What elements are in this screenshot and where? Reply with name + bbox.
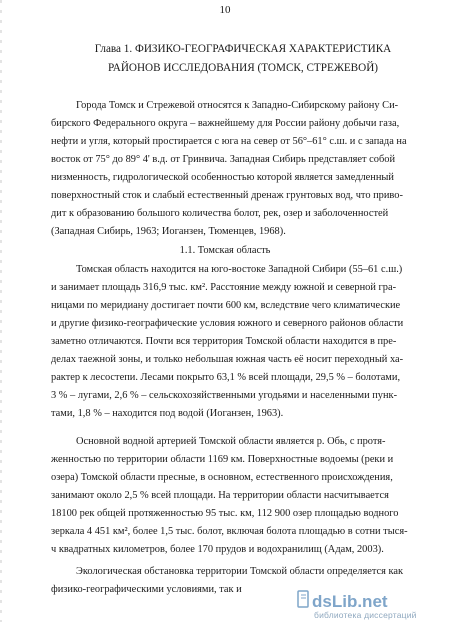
text-line: низменность, гидрологической особенностью которой является замедленный bbox=[51, 172, 394, 183]
text-line: Основной водной артерией Томской области является р. Обь, с протя- bbox=[76, 436, 386, 447]
text-line: 3 % – лугами, 2,6 % – сельскохозяйственными угодьями и населенными пунк- bbox=[51, 390, 398, 401]
chapter-title-line: Глава 1. ФИЗИКО-ГЕОГРАФИЧЕСКАЯ ХАРАКТЕРИСТИКА bbox=[94, 43, 392, 55]
text-line: делах таежной зоны, и только небольшая южная часть её носит переходный ха- bbox=[51, 354, 404, 365]
text-line: занимают около 2,5 % всей площади. На территории области насчитывается bbox=[51, 490, 389, 501]
watermark-subtitle: библиотека диссертаций bbox=[314, 610, 417, 620]
page-number: 10 bbox=[219, 4, 231, 16]
text-line: и другие физико-географические условия южного и северного районов области bbox=[51, 318, 404, 329]
text-line: 18100 рек общей протяженностью 95 тыс. км, 112 900 озер площадью водного bbox=[51, 508, 399, 519]
scan-edge bbox=[0, 0, 4, 622]
section-heading: 1.1. Томская область bbox=[179, 245, 271, 256]
chapter-title-line: РАЙОНОВ ИССЛЕДОВАНИЯ (ТОМСК, СТРЕЖЕВОЙ) bbox=[107, 62, 379, 74]
text-line: (Западная Сибирь, 1963; Иоганзен, Тюменцев, 1968). bbox=[51, 226, 286, 237]
text-line: озера) Томской области пресные, в основном, естественного происхождения, bbox=[51, 472, 393, 483]
book-logo-icon bbox=[296, 588, 310, 610]
text-line: женностью по территории области 1169 км. Поверхностные водоемы (реки и bbox=[51, 454, 394, 465]
text-line: нефти и угля, который простирается с юга на север от 56°–61° с.ш. и с запада на bbox=[51, 136, 407, 147]
watermark bbox=[308, 594, 448, 620]
watermark-logo: dsLib.net bbox=[312, 592, 388, 611]
text-line: Города Томск и Стрежевой относятся к Западно-Сибирскому району Си- bbox=[76, 100, 399, 111]
text-line: и занимает площадь 316,9 тыс. км². Расстояние между южной и северной гра- bbox=[51, 282, 397, 293]
text-line: ч квадратных километров, более 170 прудов и водохранилищ (Адам, 2003). bbox=[51, 544, 384, 555]
text-line: восток от 75° до 89° 4' в.д. от Гринвича. Западная Сибирь представляет собой bbox=[51, 154, 396, 165]
text-line: тами, 1,8 % – находится под водой (Иоганзен, 1963). bbox=[51, 408, 284, 419]
text-line: поверхностный сток и слабый естественный дренаж грунтовых вод, что приво- bbox=[51, 190, 403, 201]
chapter-title bbox=[78, 40, 408, 78]
text-line: Экологическая обстановка территории Томской области определяется как bbox=[76, 566, 404, 577]
text-line: дит к образованию большого количества болот, рек, озер и заболоченностей bbox=[51, 208, 389, 219]
text-line: зеркала 4 451 км², более 1,5 тыс. болот, включая болота площадью в сотни тыся- bbox=[51, 526, 408, 537]
text-line: бирского Федерального округа – важнейшему для России району добычи газа, bbox=[51, 118, 400, 129]
text-line: ницами по меридиану достигает почти 600 км, вследствие чего климатические bbox=[51, 300, 401, 311]
text-line: физико-географическими условиями, так и bbox=[51, 584, 242, 595]
text-line: заметно отличаются. Почти вся территория Томской области находится в пре- bbox=[51, 336, 397, 347]
text-line: рактер к лесостепи. Лесами покрыто 63,1 % всей площади, 29,5 % – болотами, bbox=[51, 372, 401, 383]
text-line: Томская область находится на юго-востоке Западной Сибири (55–61 с.ш.) bbox=[76, 264, 403, 275]
